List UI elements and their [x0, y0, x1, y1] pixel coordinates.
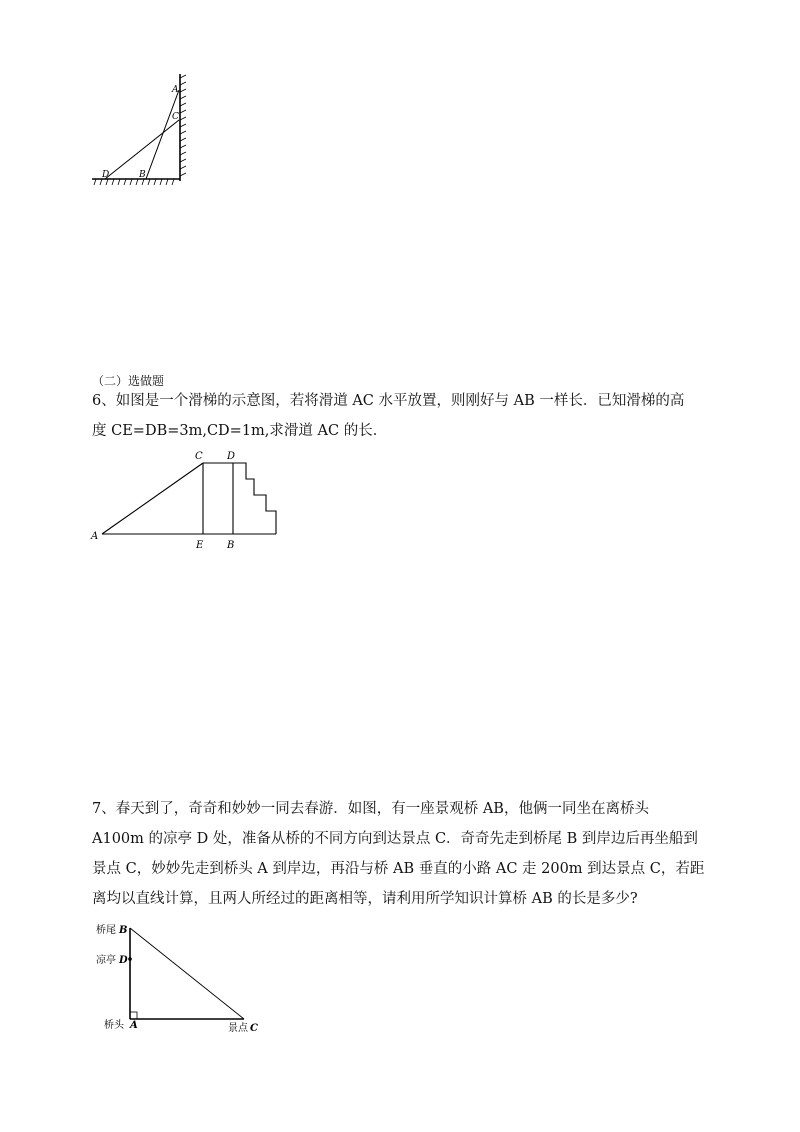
q7-line-4: 离均以直线计算，且两人所经过的距离相等，请利用所学知识计算桥 AB 的长是多少? — [92, 891, 638, 907]
label-d: D — [227, 451, 236, 462]
label-a: A — [91, 531, 99, 542]
slide-steps — [233, 463, 276, 534]
label-b-name: 桥尾 — [96, 925, 116, 936]
right-angle-mark — [130, 1012, 137, 1019]
label-a: A — [130, 1020, 138, 1031]
label-d: D — [119, 955, 128, 966]
line-bc — [130, 928, 244, 1019]
wall-hatch — [180, 75, 186, 176]
ladder-ab — [146, 90, 179, 179]
ladder-figure — [88, 70, 198, 190]
label-c: C — [172, 112, 179, 122]
point-d — [128, 957, 132, 961]
question-6 — [92, 386, 732, 446]
label-c-name: 景点 — [228, 1023, 248, 1034]
label-b: B — [227, 540, 235, 551]
q6-line-2: 度 CE=DB=3m,CD=1m,求滑道 AC 的长． — [92, 423, 388, 439]
q7-line-3: 景点 C，妙妙先走到桥头 A 到岸边，再沿与桥 AB 垂直的小路 AC 走 200m 到达景点 C，若距 — [92, 861, 705, 877]
q6-line-1: 6、如图是一个滑梯的示意图，若将滑道 AC 水平放置，则刚好与 AB 一样长．已知滑梯的高 — [92, 393, 685, 409]
label-b: B — [139, 170, 146, 180]
label-d-name: 凉亭 — [96, 955, 116, 966]
label-a: A — [172, 85, 179, 95]
question-7 — [92, 794, 732, 914]
label-c: C — [195, 451, 203, 462]
label-c: C — [250, 1023, 258, 1034]
q7-line-2: A100m 的凉亭 D 处，准备从桥的不同方向到达景点 C．奇奇先走到桥尾 B 到岸边后再坐船到 — [92, 831, 698, 847]
slide-figure — [88, 446, 288, 552]
label-a-name: 桥头 — [104, 1020, 124, 1031]
section-title: （二）选做题 — [92, 374, 165, 388]
label-d: D — [102, 170, 110, 180]
label-b: B — [119, 925, 128, 936]
slide-ac — [102, 463, 203, 534]
bridge-figure — [90, 918, 280, 1038]
label-e: E — [196, 540, 204, 551]
q7-line-1: 7、春天到了，奇奇和妙妙一同去春游．如图，有一座景观桥 AB，他俩一同坐在离桥头 — [92, 801, 649, 817]
